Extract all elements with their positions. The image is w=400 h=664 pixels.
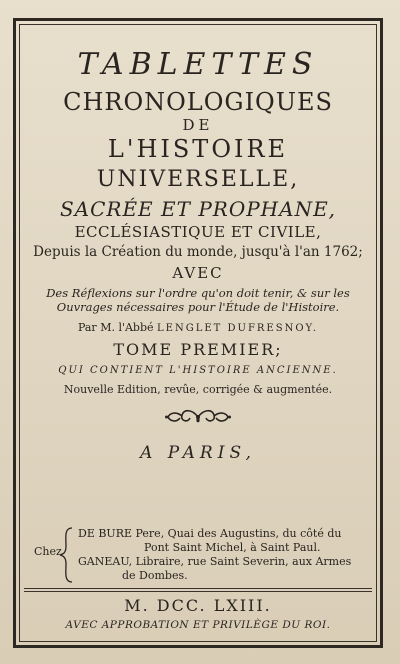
title-block: [24, 44, 372, 462]
subtitle-depuis: Depuis la Création du monde, jusqu'à l'an 1762;: [33, 244, 363, 260]
author-name: LENGLET DUFRESNOY.: [157, 322, 319, 334]
colophon: [24, 598, 372, 631]
approbation-line: AVEC APPROBATION ET PRIVILÈGE DU ROI.: [65, 619, 331, 631]
imprint-line-3: GANEAU, Libraire, rue Saint Severin, aux Armes: [78, 555, 352, 568]
author-line: [24, 322, 372, 334]
title-line-universelle: UNIVERSELLE,: [96, 167, 300, 192]
author-prefix: Par M. l'Abbé: [77, 320, 154, 334]
imprint-line-1: DE BURE Pere, Quai des Augustins, du côté du: [78, 527, 342, 540]
double-rule-top: [24, 588, 372, 589]
floral-ornament-icon: [164, 407, 232, 427]
subtitle-ouvrages: Ouvrages nécessaires pour l'Étude de l'Histoire.: [56, 300, 340, 314]
edition-line: Nouvelle Edition, revûe, corrigée & augmentée.: [63, 382, 333, 396]
imprint-line-2: Pont Saint Michel, à Saint Paul.: [144, 541, 321, 554]
title-line-chronologiques: CHRONOLOGIQUES: [63, 88, 333, 116]
imprint-chez: Chez: [34, 545, 62, 558]
contents-line: QUI CONTIENT L'HISTOIRE ANCIENNE.: [58, 364, 338, 376]
title-line-de: DE: [182, 116, 214, 134]
title-line-tablettes: TABLETTES: [77, 47, 319, 82]
imprint-block: [34, 524, 364, 586]
curly-brace-icon: [58, 526, 74, 584]
subtitle-reflexions: Des Réflexions sur l'ordre qu'on doit tenir, & sur les: [46, 285, 350, 300]
title-line-histoire: L'HISTOIRE: [107, 135, 289, 163]
subtitle-avec: AVEC: [172, 263, 224, 282]
tome-line: TOME PREMIER;: [113, 339, 283, 359]
imprint-line-4: de Dombes.: [122, 569, 188, 582]
title-line-sacree: SACRÉE ET PROPHANE,: [59, 197, 337, 221]
double-rule-bottom: [24, 591, 372, 592]
title-line-ecclesiastique: ECCLÉSIASTIQUE ET CIVILE,: [74, 223, 322, 241]
place-line: A PARIS,: [140, 442, 256, 463]
date-line: M. DCC. LXIII.: [124, 596, 272, 615]
